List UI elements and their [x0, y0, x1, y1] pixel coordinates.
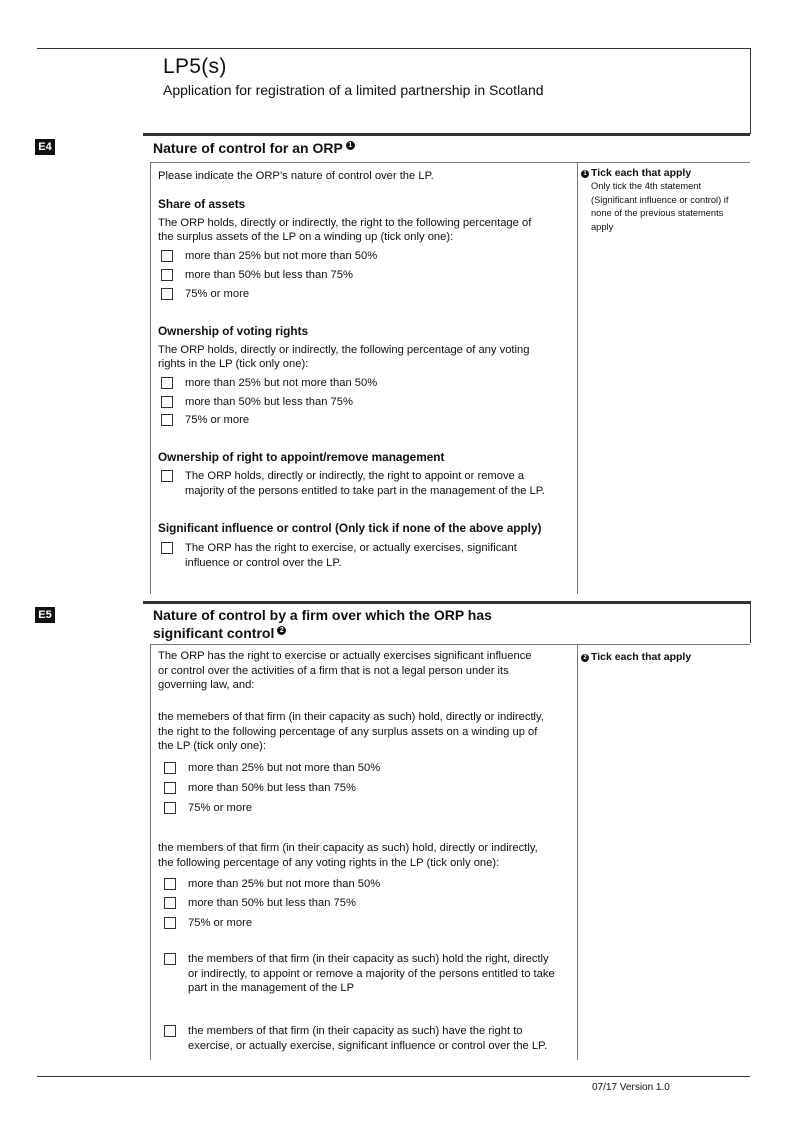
appoint-line-2: majority of the persons entitled to take part in the management of the LP. — [185, 484, 545, 497]
e5-assets-option-1 — [164, 761, 380, 776]
section-title-e5-line1: Nature of control by a firm over which the ORP has — [153, 607, 492, 623]
e5-intro-line: or control over the activities of a firm that is not a legal person under its — [158, 664, 509, 677]
influence-heading: Significant influence or control (Only tick if none of the above apply) — [158, 521, 542, 535]
info-icon: 1 — [346, 141, 355, 150]
e4-note-body — [591, 180, 728, 234]
option-label: more than 50% but less than 75% — [185, 269, 353, 281]
section-badge-e5: E5 — [35, 607, 55, 623]
e4-note-title — [581, 167, 691, 179]
e5-assets-option-3 — [164, 801, 252, 816]
checkbox[interactable] — [161, 414, 173, 426]
e5-voting-text — [158, 841, 538, 870]
option-label: 75% or more — [188, 802, 253, 814]
e5-intro-line: The ORP has the right to exercise or actually exercises significant influence — [158, 650, 532, 662]
checkbox[interactable] — [164, 782, 176, 794]
voting-heading: Ownership of voting rights — [158, 324, 309, 338]
e5-voting-option-1 — [164, 877, 380, 892]
voting-option-3 — [161, 413, 249, 428]
section-title-e5-line2: significant control — [153, 625, 275, 641]
e5-voting-line: the following percentage of any voting rights in the LP (tick only one): — [158, 856, 500, 869]
voting-text-1: The ORP holds, directly or indirectly, the following percentage of any voting — [158, 344, 530, 356]
section-title-e5 — [153, 606, 492, 642]
checkbox[interactable] — [161, 250, 173, 262]
option-label: more than 25% but not more than 50% — [188, 878, 381, 890]
checkbox[interactable] — [161, 542, 173, 554]
option-label: 75% or more — [188, 917, 253, 929]
e5-box-top — [150, 644, 750, 645]
voting-option-1 — [161, 376, 377, 391]
option-label — [185, 469, 545, 498]
share-assets-text-2: the surplus assets of the LP on a winding up (tick only one): — [158, 231, 454, 243]
checkbox[interactable] — [164, 1025, 176, 1037]
e4-box-left — [150, 162, 151, 594]
appoint-option — [161, 469, 545, 498]
top-rule — [37, 48, 750, 49]
e5-influence-option — [164, 1024, 547, 1053]
e5-appoint-line: or indirectly, to appoint or remove a majority of the persons entitled to take — [188, 967, 555, 980]
option-label: more than 50% but less than 75% — [188, 897, 356, 909]
e5-appoint-line: the members of that firm (in their capacity as such) hold the right, directly — [188, 953, 549, 965]
e5-assets-option-2 — [164, 781, 356, 796]
e5-note-title-text: Tick each that apply — [591, 651, 692, 663]
section-title-e4-text: Nature of control for an ORP — [153, 140, 343, 156]
checkbox[interactable] — [164, 953, 176, 965]
option-label: more than 25% but not more than 50% — [185, 377, 378, 389]
info-icon: 2 — [581, 654, 589, 662]
e5-box-divider — [577, 644, 578, 1060]
info-icon: 2 — [277, 626, 286, 635]
bottom-rule — [37, 1076, 750, 1077]
e5-assets-line: the right to the following percentage of any surplus assets on a winding up of — [158, 725, 538, 738]
share-assets-text-1: The ORP holds, directly or indirectly, the right to the following percentage of — [158, 217, 532, 229]
info-icon: 1 — [581, 170, 589, 178]
header-right-border — [750, 48, 751, 134]
option-label: more than 50% but less than 75% — [185, 396, 353, 408]
option-label: more than 50% but less than 75% — [188, 782, 356, 794]
option-label: more than 25% but not more than 50% — [185, 250, 378, 262]
checkbox[interactable] — [164, 878, 176, 890]
checkbox[interactable] — [164, 762, 176, 774]
e5-assets-line: the LP (tick only one): — [158, 740, 266, 752]
share-option-1 — [161, 249, 377, 264]
e5-intro-line: governing law, and: — [158, 679, 255, 691]
version-label: 07/17 Version 1.0 — [592, 1082, 670, 1093]
appoint-line-1: The ORP holds, directly or indirectly, the right to appoint or remove a — [185, 470, 525, 482]
e4-box-top — [150, 162, 750, 163]
e4-note-line: Only tick the 4th statement — [591, 181, 702, 191]
e5-top-rule — [143, 601, 750, 604]
form-code: LP5(s) — [163, 55, 227, 78]
e5-assets-text — [158, 710, 544, 754]
option-label: 75% or more — [185, 288, 250, 300]
option-label: more than 25% but not more than 50% — [188, 762, 381, 774]
checkbox[interactable] — [161, 377, 173, 389]
voting-text-2: rights in the LP (tick only one): — [158, 358, 309, 370]
e4-note-line: apply — [591, 221, 614, 232]
e4-intro: Please indicate the ORP’s nature of control over the LP. — [158, 170, 434, 182]
e5-header-right-border — [750, 601, 751, 643]
option-label — [188, 1024, 547, 1053]
e4-note-line: none of the previous statements — [591, 208, 724, 218]
checkbox[interactable] — [161, 269, 173, 281]
share-assets-heading: Share of assets — [158, 197, 246, 211]
checkbox[interactable] — [164, 917, 176, 929]
share-option-3 — [161, 287, 249, 302]
e5-appoint-line: part in the management of the LP — [188, 982, 355, 994]
share-option-2 — [161, 268, 353, 283]
influence-line-2: influence or control over the LP. — [185, 556, 342, 569]
checkbox[interactable] — [164, 802, 176, 814]
e5-intro — [158, 649, 532, 693]
appoint-heading: Ownership of right to appoint/remove management — [158, 450, 445, 464]
e5-influence-line: exercise, or actually exercise, significant influence or control over the LP. — [188, 1039, 548, 1052]
option-label — [188, 952, 555, 996]
e5-voting-option-2 — [164, 896, 356, 911]
section-title-e4 — [153, 139, 355, 157]
checkbox[interactable] — [161, 288, 173, 300]
e5-influence-line: the members of that firm (in their capacity as such) have the right to — [188, 1025, 523, 1037]
e4-note-line: (Significant influence or control) if — [591, 194, 729, 205]
e4-top-rule — [143, 133, 750, 136]
section-badge-e4: E4 — [35, 139, 55, 155]
e5-assets-line: the memebers of that firm (in their capacity as such) hold, directly or indirectly, — [158, 711, 544, 723]
e4-box-divider — [577, 162, 578, 594]
e5-note-title — [581, 651, 691, 663]
influence-option — [161, 541, 517, 570]
influence-line-1: The ORP has the right to exercise, or actually exercises, significant — [185, 542, 517, 554]
e5-appoint-option — [164, 952, 555, 996]
option-label: 75% or more — [185, 414, 250, 426]
e5-box-left — [150, 644, 151, 1060]
e5-voting-line: the members of that firm (in their capacity as such) hold, directly or indirectly, — [158, 842, 538, 854]
checkbox[interactable] — [161, 470, 173, 482]
checkbox[interactable] — [161, 396, 173, 408]
checkbox[interactable] — [164, 897, 176, 909]
form-title: Application for registration of a limited partnership in Scotland — [163, 82, 544, 98]
option-label — [185, 541, 517, 570]
voting-option-2 — [161, 395, 353, 410]
e4-note-title-text: Tick each that apply — [591, 167, 692, 179]
section-title-e5-line2-wrap — [153, 624, 492, 642]
e5-voting-option-3 — [164, 916, 252, 931]
